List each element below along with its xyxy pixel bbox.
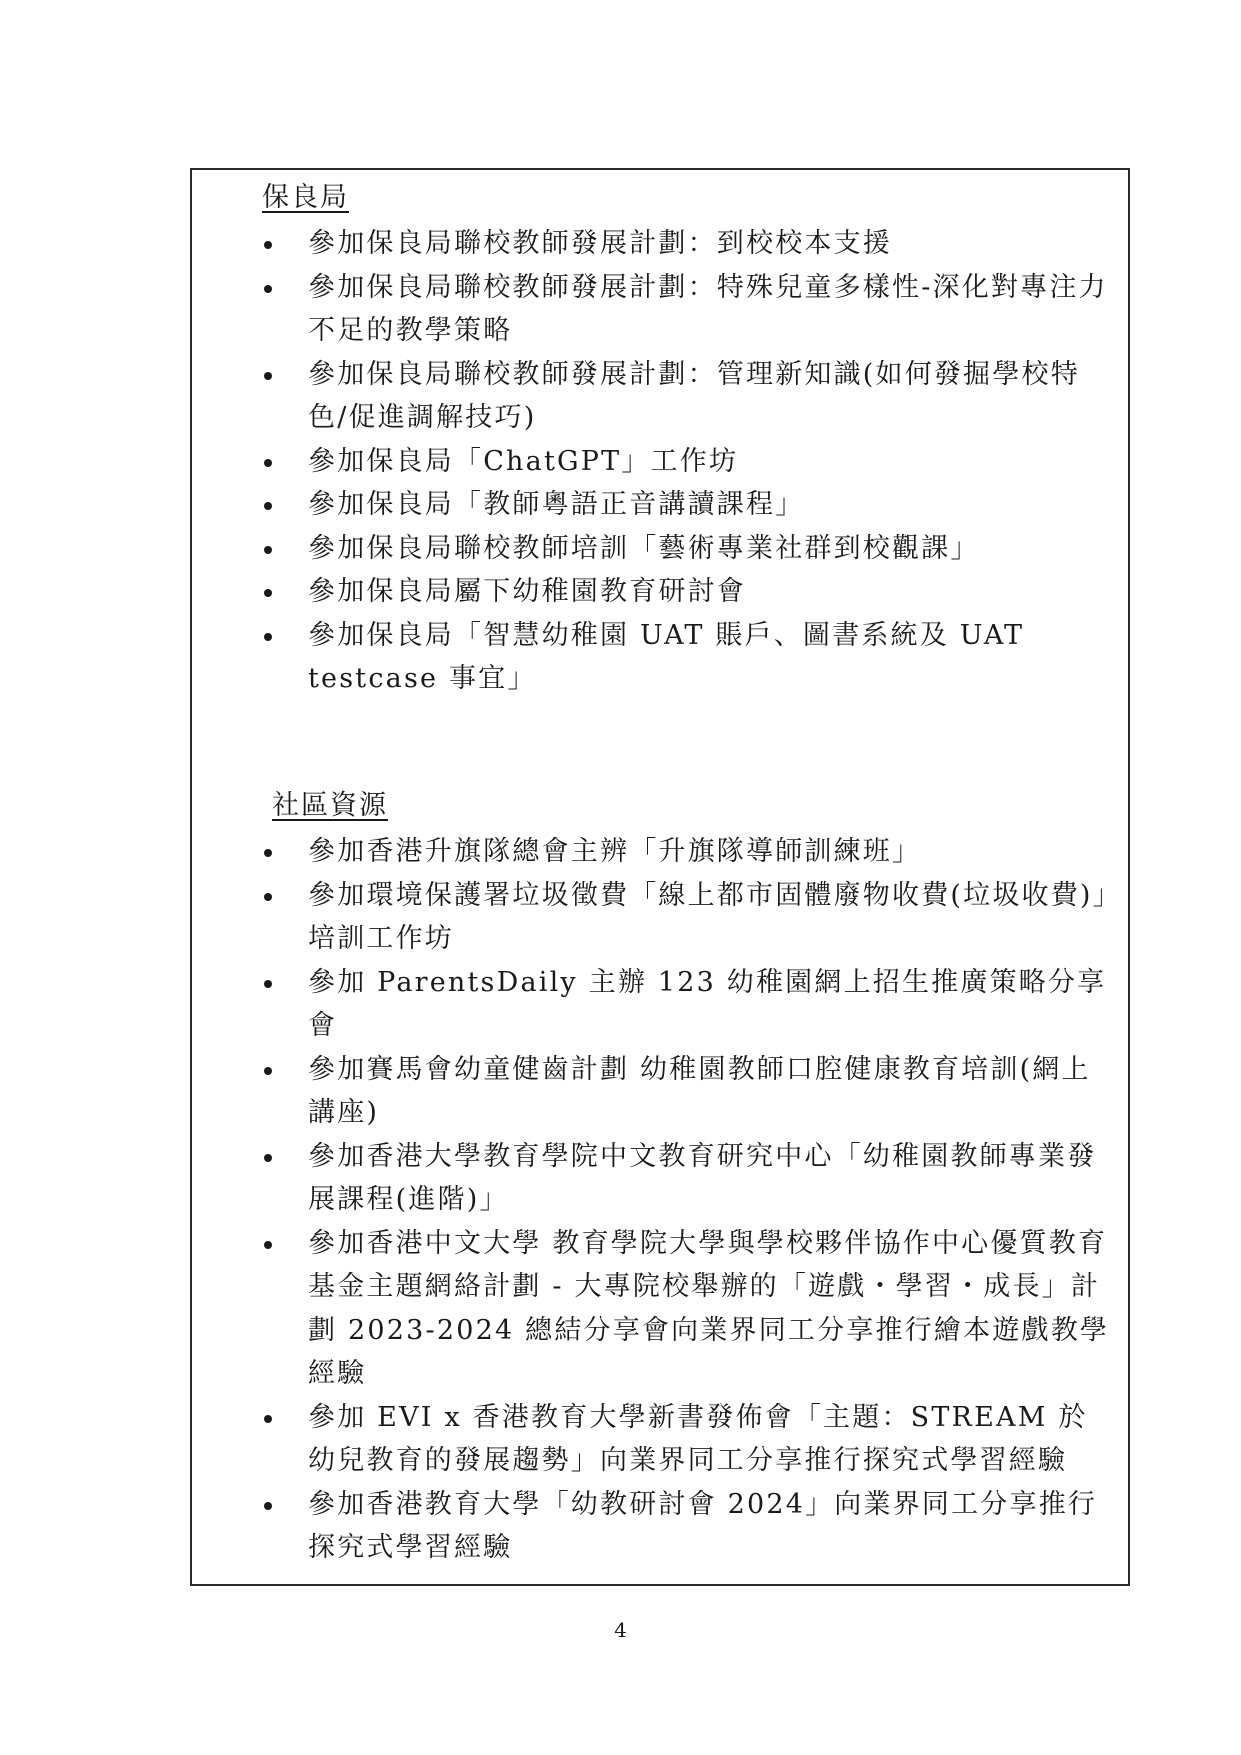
item-text: 參加 ParentsDaily 主辦 123 幼稚園網上招生推廣策略分享會 — [308, 966, 1107, 1041]
bullet-icon — [264, 285, 272, 293]
list-item — [262, 1483, 1114, 1570]
bullet-icon — [264, 372, 272, 380]
list-item — [262, 830, 1114, 874]
list-item — [262, 1396, 1114, 1483]
item-list — [262, 222, 1132, 701]
item-text: 參加環境保護署垃圾徵費「線上都市固體廢物收費(垃圾收費)」培訓工作坊 — [308, 879, 1109, 954]
bullet-icon — [264, 1154, 272, 1162]
item-text: 參加保良局聯校教師發展計劃：特殊兒童多樣性-深化對專注力不足的教學策略 — [308, 271, 1108, 346]
list-item — [262, 440, 1114, 484]
item-text: 參加保良局「ChatGPT」工作坊 — [308, 445, 739, 477]
item-text: 參加賽馬會幼童健齒計劃 幼稚園教師口腔健康教育培訓(網上講座) — [308, 1053, 1091, 1128]
page-number: 4 — [614, 1618, 627, 1642]
item-text: 參加保良局屬下幼稚園教育研討會 — [308, 576, 746, 607]
bullet-icon — [264, 980, 272, 988]
list-item — [262, 614, 1114, 701]
list-item — [262, 961, 1114, 1048]
list-item — [262, 222, 1114, 266]
item-text: 參加香港中文大學 教育學院大學與學校夥伴協作中心優質教育基金主題網絡計劃 - 大專院校舉辦的「遊戲・學習・成長」計劃 2023-2024 總結分享會向業界同工分享推行繪本遊戲教學經驗 — [308, 1227, 1110, 1389]
bullet-icon — [264, 1415, 272, 1423]
item-text: 參加保良局「智慧幼稚園 UAT 賬戶、圖書系統及 UAT testcase 事宜」 — [308, 619, 1025, 694]
list-item — [262, 527, 1114, 571]
item-text: 參加 EVI x 香港教育大學新書發佈會「主題：STREAM 於幼兒教育的發展趨勢」向業界同工分享推行探究式學習經驗 — [308, 1401, 1088, 1476]
bullet-icon — [264, 633, 272, 641]
section-community-resources — [262, 788, 1132, 1570]
list-item — [262, 1222, 1114, 1396]
section-po-leung-kuk — [262, 180, 1132, 701]
bullet-icon — [264, 241, 272, 249]
bullet-icon — [264, 849, 272, 857]
list-item — [262, 874, 1114, 961]
list-item — [262, 1135, 1114, 1222]
item-list — [262, 830, 1132, 1570]
list-item — [262, 266, 1114, 353]
bullet-icon — [264, 1067, 272, 1075]
bullet-icon — [264, 459, 272, 467]
item-text: 參加保良局聯校教師發展計劃：到校校本支援 — [308, 228, 892, 259]
section-heading: 社區資源 — [272, 790, 388, 821]
bullet-icon — [264, 502, 272, 510]
list-item — [262, 353, 1114, 440]
list-item — [262, 1048, 1114, 1135]
bullet-icon — [264, 1502, 272, 1510]
item-text: 參加香港教育大學「幼教研討會 2024」向業界同工分享推行探究式學習經驗 — [308, 1488, 1098, 1563]
bullet-icon — [264, 589, 272, 597]
bullet-icon — [264, 1241, 272, 1249]
bullet-icon — [264, 893, 272, 901]
item-text: 參加保良局「教師粵語正音講讀課程」 — [308, 489, 805, 520]
item-text: 參加香港升旗隊總會主辨「升旗隊導師訓練班」 — [308, 836, 922, 867]
bullet-icon — [264, 546, 272, 554]
item-text: 參加香港大學教育學院中文教育研究中心「幼稚園教師專業發展課程(進階)」 — [308, 1140, 1097, 1215]
item-text: 參加保良局聯校教師培訓「藝術專業社群到校觀課」 — [308, 532, 980, 564]
item-text: 參加保良局聯校教師發展計劃：管理新知識(如何發掘學校特色/促進調解技巧) — [308, 358, 1080, 433]
list-item — [262, 483, 1114, 527]
section-heading: 保良局 — [262, 182, 349, 213]
list-item — [262, 570, 1114, 614]
